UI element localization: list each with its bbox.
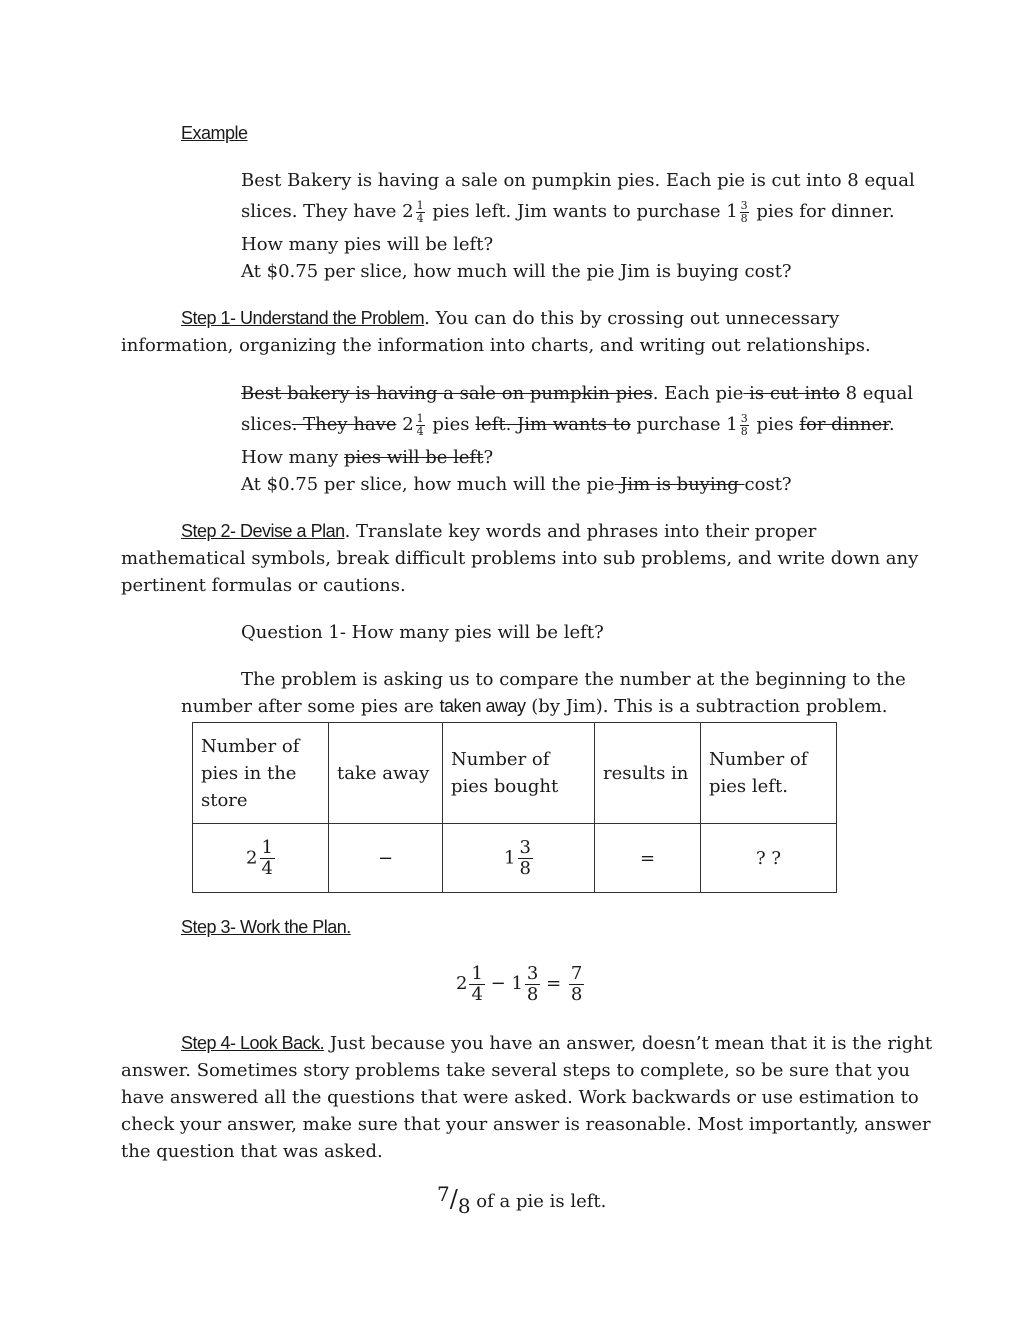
step-3-label: Step 3- Work the Plan. — [181, 917, 351, 937]
text: number after some pies are — [181, 696, 440, 717]
crossed-line-2 — [241, 411, 895, 438]
problem-line-2 — [241, 198, 895, 225]
question-1: Question 1- How many pies will be left? — [241, 622, 604, 643]
denominator: 8 — [570, 983, 583, 1005]
struck-text: Jim is buying — [614, 474, 745, 495]
key-phrase: taken away — [439, 696, 526, 716]
step-1-line-2: information, organizing the information into charts, and writing out relationships. — [121, 335, 871, 356]
denominator: 4 — [416, 211, 424, 225]
compare-line-1: The problem is asking us to compare the number at the beginning to the — [241, 669, 906, 690]
denominator: 4 — [416, 424, 424, 438]
header-cell: Number of pies left. — [701, 723, 837, 824]
text: 2 — [396, 414, 414, 435]
text: slices — [241, 414, 292, 435]
step-2-text: . Translate key words and phrases into their proper — [344, 521, 817, 542]
value-cell — [443, 824, 595, 893]
step-4-line-2: answer. Sometimes story problems take several steps to complete, so be sure that you — [121, 1060, 911, 1081]
denominator: 4 — [261, 857, 273, 879]
fraction — [260, 838, 275, 879]
answer-denominator: 8 — [457, 1194, 471, 1218]
step-2-paragraph — [181, 518, 816, 545]
text: 8 equal — [839, 383, 914, 404]
text: cost? — [744, 474, 792, 495]
table-header-row — [193, 723, 837, 824]
slash: / — [449, 1185, 458, 1213]
step-2-label: Step 2- Devise a Plan — [181, 521, 345, 541]
text: At $0.75 per slice, how much will the pie — [241, 474, 615, 495]
fraction — [569, 964, 584, 1005]
step-1-label: Step 1- Understand the Problem — [181, 308, 425, 328]
text: (by Jim). This is a subtraction problem. — [525, 696, 888, 717]
minus-sign: − — [484, 973, 512, 994]
header-cell: Number of pies in the store — [193, 723, 329, 824]
numerator: 3 — [526, 962, 539, 984]
struck-text: is cut into — [743, 383, 840, 404]
numerator: 3 — [740, 198, 748, 212]
subtraction-table — [192, 722, 837, 893]
denominator: 8 — [740, 424, 748, 438]
text: pies — [426, 414, 476, 435]
struck-text: left. Jim wants to — [475, 414, 631, 435]
step-2-line-2: mathematical symbols, break difficult problems into sub problems, and write down any — [121, 548, 919, 569]
step-4-line-5: the question that was asked. — [121, 1141, 383, 1162]
denominator: 8 — [740, 211, 748, 225]
step-1-text: . You can do this by crossing out unnecessary — [424, 308, 840, 329]
numerator: 7 — [570, 962, 583, 984]
text: How many — [241, 447, 344, 468]
struck-text: . They have — [291, 414, 397, 435]
numerator: 1 — [416, 198, 424, 212]
crossed-line-3 — [241, 444, 493, 471]
whole-number: 1 — [504, 847, 516, 868]
answer — [437, 1182, 607, 1218]
step-4-paragraph — [181, 1030, 932, 1057]
header-cell: results in — [595, 723, 701, 824]
struck-text: for dinner — [799, 414, 889, 435]
header-cell: take away — [329, 723, 443, 824]
crossed-line-1 — [241, 380, 913, 407]
example-heading: Example — [181, 123, 248, 143]
step-4-label: Step 4- Look Back. — [181, 1033, 325, 1053]
numerator: 3 — [740, 411, 748, 425]
text: pies — [750, 414, 800, 435]
fraction — [525, 964, 540, 1005]
fraction — [740, 200, 749, 225]
denominator: 4 — [471, 983, 483, 1005]
fraction — [518, 838, 533, 879]
step-2-line-3: pertinent formulas or cautions. — [121, 575, 406, 596]
value-cell — [193, 824, 329, 893]
struck-text: pies will be left — [343, 447, 484, 468]
fraction — [469, 964, 484, 1005]
numerator: 1 — [261, 836, 273, 858]
table-row — [193, 824, 837, 893]
step-4-line-4: check your answer, make sure that your answer is reasonable. Most importantly, answer — [121, 1114, 931, 1135]
text: . — [888, 414, 895, 435]
denominator: 8 — [519, 857, 531, 879]
value-cell: = — [595, 824, 701, 893]
fraction — [416, 413, 425, 438]
compare-line-2 — [181, 693, 888, 720]
equation — [456, 962, 584, 1006]
step-4-text: Just because you have an answer, doesn’t mean that it is the right — [324, 1033, 933, 1054]
text: ? — [483, 447, 494, 468]
text: pies left. Jim wants to purchase 1 — [426, 201, 738, 222]
whole-number: 2 — [246, 847, 258, 868]
whole-number: 2 — [456, 973, 468, 994]
problem-line-3: How many pies will be left? — [241, 234, 494, 255]
value-cell: ? ? — [701, 824, 837, 893]
step-1-paragraph — [181, 305, 839, 332]
answer-numerator: 7 — [437, 1182, 450, 1206]
text: pies for dinner. — [750, 201, 895, 222]
value-cell: − — [329, 824, 443, 893]
step-4-line-3: have answered all the questions that were asked. Work backwards or use estimation to — [121, 1087, 919, 1108]
answer-text: of a pie is left. — [470, 1191, 607, 1212]
struck-text: Best bakery is having a sale on pumpkin pies — [241, 383, 653, 404]
fraction — [740, 413, 749, 438]
fraction — [416, 200, 425, 225]
text: slices. They have 2 — [241, 201, 414, 222]
denominator: 8 — [526, 983, 539, 1005]
numerator: 1 — [416, 411, 424, 425]
problem-line-4: At $0.75 per slice, how much will the pie Jim is buying cost? — [241, 261, 792, 282]
equals-sign: = — [540, 973, 567, 994]
header-cell: Number of pies bought — [443, 723, 595, 824]
numerator: 1 — [471, 962, 483, 984]
problem-line-1: Best Bakery is having a sale on pumpkin pies. Each pie is cut into 8 equal — [241, 170, 915, 191]
whole-number: 1 — [511, 973, 523, 994]
crossed-line-4 — [241, 471, 792, 498]
numerator: 3 — [519, 836, 531, 858]
text: purchase 1 — [630, 414, 738, 435]
text: . Each pie — [652, 383, 744, 404]
